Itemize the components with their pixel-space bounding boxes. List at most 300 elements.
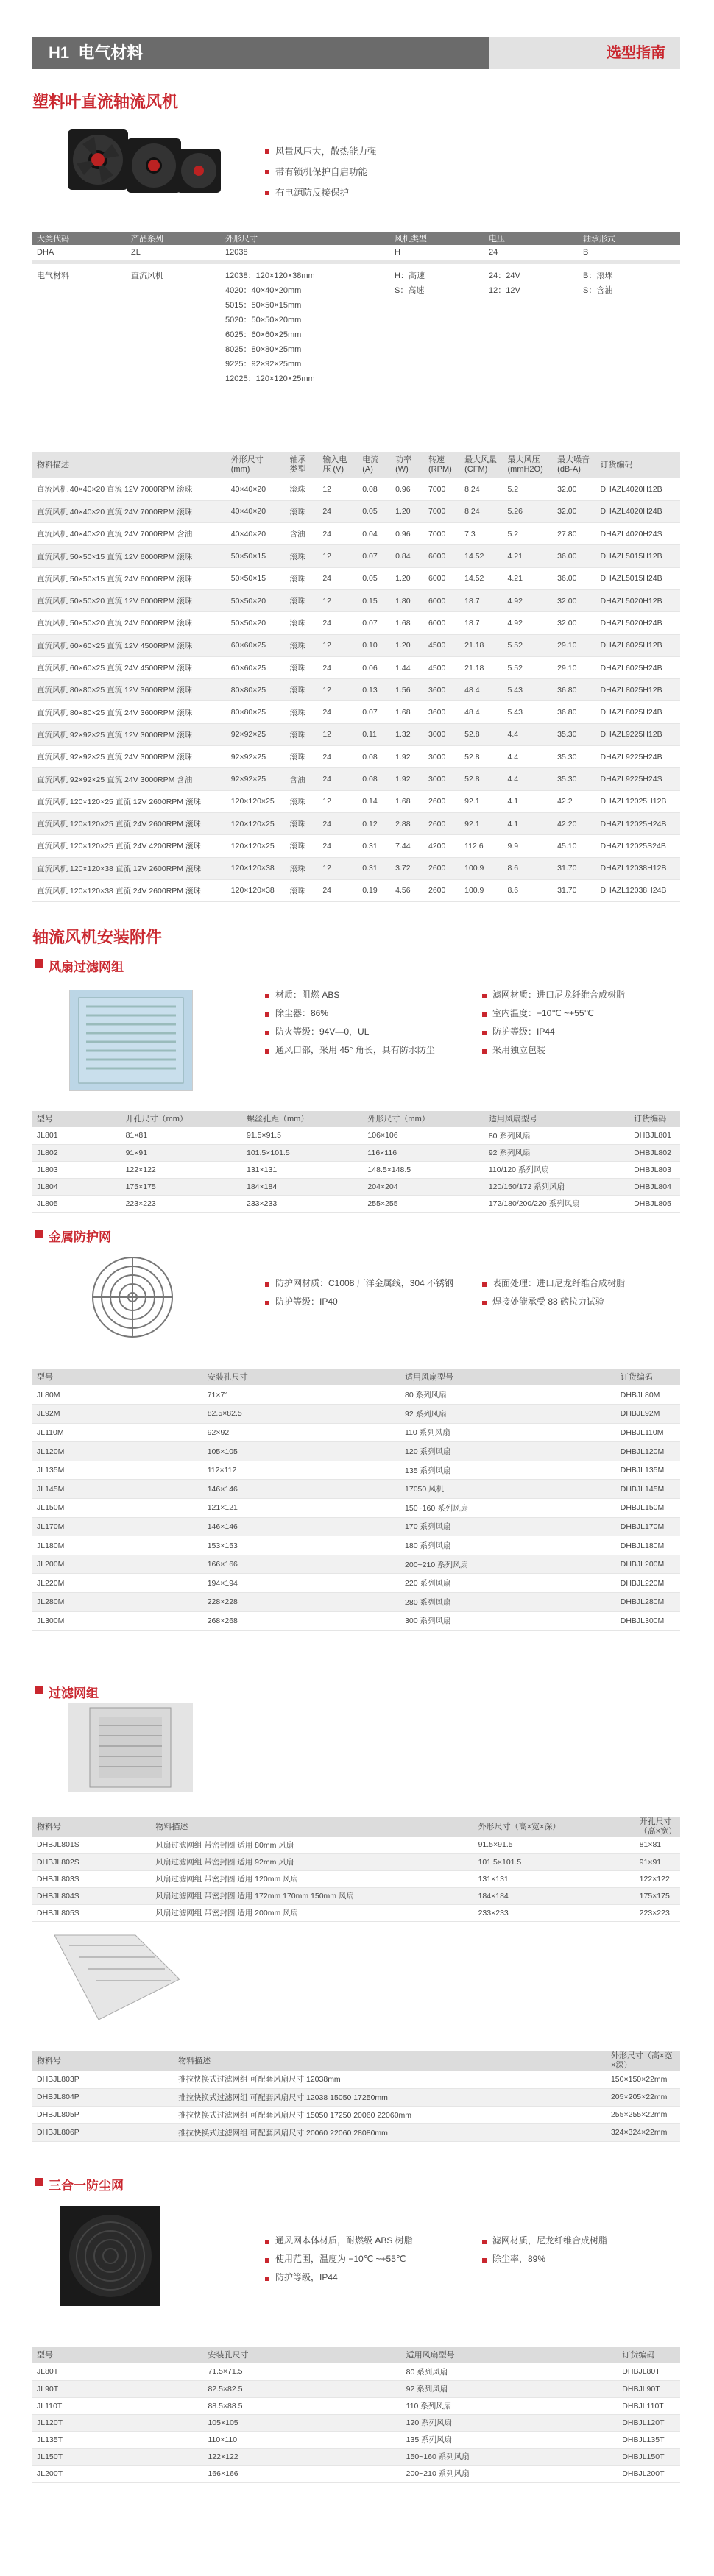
table-cell: JL110T	[37, 2401, 63, 2410]
header-guide: 选型指南	[489, 37, 680, 69]
filter-net-quick-table	[32, 2051, 680, 2142]
table-cell: 166×166	[207, 1560, 238, 1569]
column-header: 型号	[37, 1372, 53, 1382]
fan-title: 塑料叶直流轴流风机	[32, 93, 179, 111]
table-cell: 24	[322, 775, 332, 784]
table-cell: 184×184	[247, 1182, 278, 1191]
table-cell: 0.04	[362, 529, 378, 539]
table-cell: 4500	[428, 641, 446, 650]
table-row	[32, 768, 680, 790]
table-cell: 122×122	[639, 1874, 670, 1884]
feature-item: 带有锁机保护自启功能	[265, 162, 377, 182]
table-cell: DHBJL806P	[37, 2128, 79, 2137]
table-row	[32, 1442, 680, 1461]
fan-features	[265, 141, 377, 203]
table-cell: DHBJL802S	[37, 1857, 79, 1867]
table-cell: 105×105	[207, 1447, 238, 1456]
table-cell: 滚珠	[289, 708, 305, 717]
table-cell: JL135M	[37, 1466, 65, 1475]
table-cell: 14.52	[464, 552, 484, 561]
column-header: 物料描述	[37, 460, 69, 469]
table-cell: 直流风机 40×40×20 直流 12V 7000RPM 滚珠	[37, 485, 193, 494]
table-cell: 0.12	[362, 819, 378, 828]
table-cell: 6000	[428, 552, 446, 561]
table-cell: 92.1	[464, 797, 480, 806]
table-row	[32, 1127, 680, 1144]
table-row	[32, 2106, 680, 2123]
table-cell: DHBJL170M	[620, 1522, 665, 1531]
table-header-row	[32, 2347, 680, 2363]
table-cell: 45.10	[557, 841, 577, 851]
spec-code-table: 大类代码 产品系列 外形尺寸 风机类型 电压 轴承形式 DHA ZL 12038 H 24 B 电气材料 直流风机 12038：120×120×38mm 4020：40×40×20mm 5015：50×50×15mm 5020：50×50×20mm 6025：60×60×25mm 8025：80×80×25mm 9225：92×92×25mm 12025：120×120×25mm H：高速 S：高速 24：24V 12：12V B：滚珠 S：含油	[32, 232, 680, 386]
column-header: 适用风扇型号	[405, 1372, 454, 1382]
table-cell: DHAZL9225H24B	[600, 752, 662, 762]
table-cell: 40×40×20	[230, 507, 266, 517]
table-cell: JL200M	[37, 1560, 65, 1569]
table-cell: 5.26	[507, 507, 523, 517]
three-title: 三合一防尘网	[35, 2175, 124, 2193]
table-row	[32, 2380, 680, 2397]
table-cell: JL805	[37, 1199, 58, 1208]
table-cell: 1.32	[395, 730, 411, 739]
table-cell: 1.92	[395, 752, 411, 762]
column-header: 最大噪音 (dB-A)	[557, 455, 590, 474]
table-cell: 含油	[289, 775, 305, 784]
table-cell: 3600	[428, 708, 446, 717]
table-cell: 48.4	[464, 708, 480, 717]
table-cell: 88.5×88.5	[208, 2401, 243, 2410]
table-cell: 2600	[428, 819, 446, 828]
table-row	[32, 835, 680, 857]
filter-group-features-right: 滤网材质：进口尼龙纤维合成树脂 室内温度：−10℃ ~+55℃ 防护等级：IP44 采用独立包装	[482, 986, 625, 1060]
table-cell: 184×184	[478, 1891, 509, 1901]
table-cell: 直流风机 120×120×25 直流 12V 2600RPM 滚珠	[37, 797, 201, 806]
table-cell: DHAZL5020H24B	[600, 618, 662, 628]
table-cell: 3000	[428, 752, 446, 762]
table-cell: 2600	[428, 864, 446, 873]
table-cell: 7000	[428, 484, 446, 494]
table-row	[32, 2431, 680, 2448]
table-cell: 52.8	[464, 752, 480, 762]
table-cell: DHBJL805S	[37, 1908, 79, 1917]
table-cell: 推拉快换式过滤网组 可配套风扇尺寸 12038mm	[178, 2075, 341, 2084]
table-cell: 9.9	[507, 841, 519, 851]
table-cell: DHBJL280M	[620, 1597, 665, 1607]
table-cell: DHBJL150T	[622, 2452, 665, 2461]
table-row	[32, 634, 680, 656]
table-cell: 3000	[428, 775, 446, 784]
table-cell: 直流风机 120×120×38 直流 24V 2600RPM 滚珠	[37, 886, 201, 895]
table-row	[32, 2414, 680, 2431]
table-cell: 148.5×148.5	[367, 1165, 411, 1174]
table-cell: 50×50×20	[230, 618, 266, 628]
table-cell: 32.00	[557, 507, 577, 517]
table-row	[32, 812, 680, 834]
table-cell: 80 系列风扇	[488, 1131, 531, 1140]
table-cell: 36.00	[557, 574, 577, 583]
guard-features-left: 防护网材质：C1008 厂洋金属线，304 不锈钢 防护等级：IP40	[265, 1274, 453, 1311]
table-cell: 131×131	[478, 1874, 509, 1884]
table-cell: 166×166	[208, 2469, 238, 2478]
table-cell: 228×228	[207, 1597, 238, 1607]
table-cell: 0.14	[362, 797, 378, 806]
table-cell: JL804	[37, 1182, 58, 1191]
table-cell: 推拉快换式过滤网组 可配套风扇尺寸 20060 22060 28080mm	[178, 2128, 388, 2137]
table-cell: 风扇过滤网组 带密封圈 适用 80mm 风扇	[155, 1840, 294, 1850]
table-cell: 滚珠	[289, 886, 305, 895]
table-cell: JL90T	[37, 2384, 59, 2394]
table-cell: 0.13	[362, 685, 378, 695]
table-cell: 4.92	[507, 596, 523, 606]
table-cell: 50×50×20	[230, 596, 266, 606]
guard-table	[32, 1369, 680, 1631]
table-cell: 81×81	[639, 1840, 662, 1850]
table-cell: 91.5×91.5	[478, 1840, 513, 1850]
table-cell: 8.6	[507, 886, 519, 895]
table-cell: DHBJL120T	[622, 2418, 665, 2427]
table-cell: DHBJL145M	[620, 1484, 665, 1494]
table-row	[32, 612, 680, 634]
table-cell: 18.7	[464, 596, 480, 606]
table-cell: 直流风机 92×92×25 直流 24V 3000RPM 滚珠	[37, 753, 193, 762]
table-header-row	[32, 452, 680, 478]
table-cell: 105×105	[208, 2418, 238, 2427]
table-cell: 150×150×22mm	[610, 2074, 668, 2084]
table-cell: 6000	[428, 596, 446, 606]
table-row	[32, 879, 680, 901]
table-cell: 24	[322, 529, 332, 539]
table-cell: 120×120×38	[230, 886, 275, 895]
table-cell: DHAZL12038H12B	[600, 864, 667, 873]
table-cell: 100.9	[464, 886, 484, 895]
table-cell: DHBJL80M	[620, 1390, 660, 1399]
table-cell: 112×112	[207, 1466, 237, 1475]
table-cell: 200~210 系列风扇	[405, 1560, 469, 1569]
table-cell: 滚珠	[289, 842, 305, 851]
table-cell: 12	[322, 641, 332, 650]
table-cell: DHBJL135T	[622, 2435, 665, 2444]
table-cell: 7000	[428, 529, 446, 539]
table-cell: 0.10	[362, 641, 378, 650]
table-cell: DHAZL4020H24B	[600, 507, 662, 517]
table-cell: 280 系列风扇	[405, 1597, 451, 1607]
table-cell: JL802	[37, 1148, 58, 1157]
table-cell: 42.20	[557, 819, 577, 828]
table-cell: DHBJL803S	[37, 1874, 79, 1884]
table-row	[32, 1853, 680, 1870]
table-cell: 4.4	[507, 730, 519, 739]
table-row	[32, 701, 680, 723]
table-cell: DHAZL12025S24B	[600, 841, 666, 851]
table-cell: DHAZL4020H12B	[600, 484, 662, 494]
table-cell: 92 系列风扇	[405, 1409, 447, 1419]
table-cell: JL200T	[37, 2469, 63, 2478]
table-cell: 32.00	[557, 618, 577, 628]
table-cell: JL145M	[37, 1484, 65, 1494]
table-row	[32, 478, 680, 500]
feature-item: 有电源防反接保护	[265, 182, 377, 203]
column-header: 订货编码	[634, 1114, 667, 1124]
table-cell: 80 系列风扇	[405, 1391, 447, 1400]
table-cell: 31.70	[557, 864, 577, 873]
filter-group-photo	[69, 990, 193, 1091]
table-cell: 120×120×25	[230, 841, 275, 851]
table-cell: DHAZL5020H12B	[600, 596, 662, 606]
table-row	[32, 2071, 680, 2088]
table-cell: DHBJL180M	[620, 1541, 665, 1550]
table-cell: 滚珠	[289, 753, 305, 762]
table-cell: DHBJL110M	[620, 1427, 664, 1437]
table-cell: 风扇过滤网组 带密封圈 适用 172mm 170mm 150mm 风扇	[155, 1892, 354, 1901]
table-cell: DHAZL5015H24B	[600, 574, 662, 583]
table-row	[32, 1536, 680, 1555]
column-header: 功率 (W)	[395, 455, 412, 474]
filter-net-table	[32, 1817, 680, 1922]
table-cell: 52.8	[464, 730, 480, 739]
table-cell: DHBJL220M	[620, 1578, 665, 1588]
table-cell: DHAZL6025H24B	[600, 663, 662, 673]
table-cell: JL280M	[37, 1597, 65, 1607]
table-cell: 92 系列风扇	[488, 1149, 531, 1157]
table-cell: JL180M	[37, 1541, 65, 1550]
table-cell: DHBJL150M	[620, 1503, 665, 1513]
table-cell: JL220M	[37, 1578, 65, 1588]
table-cell: 0.08	[362, 484, 378, 494]
table-cell: 4.92	[507, 618, 523, 628]
table-cell: DHAZL5015H12B	[600, 552, 662, 561]
fan-product-table	[32, 452, 680, 902]
table-cell: 0.06	[362, 663, 378, 673]
table-cell: 175×175	[125, 1182, 156, 1191]
table-row	[32, 2397, 680, 2414]
table-cell: 50×50×15	[230, 574, 266, 583]
three-features-right: 滤网材质，尼龙纤维合成树脂 除尘率，89%	[482, 2232, 607, 2268]
table-cell: 131×131	[247, 1165, 278, 1174]
table-cell: 220 系列风扇	[405, 1579, 451, 1589]
table-cell: 滚珠	[289, 686, 305, 695]
table-cell: 4200	[428, 841, 446, 851]
table-cell: 146×146	[207, 1484, 238, 1494]
column-header: 外形尺寸（高×宽×深）	[478, 1822, 561, 1831]
table-cell: 3600	[428, 685, 446, 695]
column-header: 适用风扇型号	[488, 1114, 537, 1124]
table-cell: 4.1	[507, 819, 519, 828]
table-cell: 300 系列风扇	[405, 1617, 451, 1626]
table-cell: 120×120×25	[230, 819, 275, 828]
table-cell: 12	[322, 685, 332, 695]
table-cell: 14.52	[464, 574, 484, 583]
table-cell: DHBJL801S	[37, 1840, 79, 1850]
table-cell: JL110M	[37, 1427, 64, 1437]
table-cell: 滚珠	[289, 619, 305, 628]
column-header: 轴承类型	[289, 455, 306, 474]
table-cell: 24	[322, 618, 332, 628]
table-cell: DHAZL12025H24B	[600, 819, 667, 828]
table-cell: 52.8	[464, 775, 480, 784]
table-cell: 2600	[428, 797, 446, 806]
table-cell: 直流风机 92×92×25 直流 12V 3000RPM 滚珠	[37, 730, 193, 739]
table-cell: 17050 风机	[405, 1485, 445, 1494]
table-cell: 直流风机 40×40×20 直流 24V 7000RPM 含油	[37, 530, 193, 539]
table-cell: DHAZL9225H24S	[600, 775, 662, 784]
table-cell: 1.68	[395, 797, 411, 806]
table-row	[32, 1904, 680, 1921]
table-row	[32, 1593, 680, 1612]
table-cell: 82.5×82.5	[207, 1409, 242, 1419]
table-row	[32, 545, 680, 567]
filter-net-photo-2	[47, 1928, 194, 2027]
table-cell: 7000	[428, 507, 446, 517]
table-cell: 268×268	[207, 1616, 238, 1625]
table-cell: JL135T	[37, 2435, 63, 2444]
table-cell: JL150T	[37, 2452, 63, 2461]
filter-net-photo	[68, 1703, 193, 1792]
table-cell: 172/180/200/220 系列风扇	[488, 1199, 580, 1208]
table-cell: 110 系列风扇	[406, 2402, 452, 2410]
table-cell: 92×92	[207, 1427, 230, 1437]
table-cell: 91.5×91.5	[247, 1131, 282, 1140]
table-cell: 92 系列风扇	[406, 2385, 448, 2394]
table-row	[32, 1611, 680, 1631]
table-cell: 27.80	[557, 529, 577, 539]
table-cell: DHBJL802	[634, 1148, 671, 1157]
column-header: 外形尺寸（高×宽×深）	[610, 2051, 673, 2070]
column-header: 物料号	[37, 2056, 61, 2065]
table-cell: 135 系列风扇	[406, 2435, 453, 2444]
table-cell: 直流风机 60×60×25 直流 24V 4500RPM 滚珠	[37, 664, 193, 673]
table-cell: 24	[322, 886, 332, 895]
table-row	[32, 1178, 680, 1195]
table-cell: DHBJL805	[634, 1199, 671, 1208]
table-cell: 31.70	[557, 886, 577, 895]
table-cell: 5.52	[507, 641, 523, 650]
page-header	[0, 0, 714, 82]
column-header: 安装孔尺寸	[207, 1372, 248, 1382]
table-cell: 91×91	[639, 1857, 662, 1867]
table-cell: DHAZL8025H12B	[600, 685, 662, 695]
table-cell: 0.96	[395, 484, 411, 494]
table-cell: 40×40×20	[230, 484, 266, 494]
column-header: 订货编码	[622, 2350, 655, 2360]
table-cell: 0.05	[362, 574, 378, 583]
filter-group-table	[32, 1111, 680, 1213]
table-cell: 92×92×25	[230, 730, 266, 739]
table-cell: JL92M	[37, 1409, 60, 1419]
table-row	[32, 2123, 680, 2141]
table-cell: 0.84	[395, 552, 411, 561]
table-cell: 110 系列风扇	[405, 1428, 450, 1438]
table-cell: DHAZL4020H24S	[600, 529, 662, 539]
table-row	[32, 746, 680, 768]
table-cell: 121×121	[207, 1503, 238, 1513]
table-cell: 12	[322, 864, 332, 873]
column-header: 电流 (A)	[362, 455, 379, 474]
table-cell: 8.24	[464, 484, 480, 494]
table-cell: 0.07	[362, 618, 378, 628]
table-row	[32, 500, 680, 522]
table-cell: 1.68	[395, 708, 411, 717]
guard-features-right: 表面处理：进口尼龙纤维合成树脂 焊接处能承受 88 磅拉力试验	[482, 1274, 625, 1311]
table-cell: 135 系列风扇	[405, 1466, 451, 1475]
column-header: 螺丝孔距（mm）	[247, 1114, 309, 1124]
table-cell: 0.31	[362, 841, 378, 851]
column-header: 开孔尺寸（高×宽）	[639, 1817, 677, 1836]
table-cell: 255×255	[367, 1199, 398, 1208]
table-cell: 223×223	[125, 1199, 156, 1208]
table-cell: DHAZL12038H24B	[600, 886, 667, 895]
table-cell: 1.56	[395, 685, 411, 695]
table-cell: 滚珠	[289, 552, 305, 561]
table-cell: 4.56	[395, 886, 411, 895]
table-cell: 60×60×25	[230, 663, 266, 673]
table-row	[32, 1385, 680, 1405]
table-row	[32, 2448, 680, 2465]
table-cell: 直流风机 120×120×25 直流 24V 4200RPM 滚珠	[37, 842, 201, 851]
table-cell: 24	[322, 574, 332, 583]
table-cell: 滚珠	[289, 797, 305, 806]
column-header: 订货编码	[620, 1372, 653, 1382]
table-cell: DHBJL120M	[620, 1447, 665, 1456]
table-row	[32, 1887, 680, 1904]
table-row	[32, 1144, 680, 1161]
table-cell: 146×146	[207, 1522, 238, 1531]
table-cell: 1.20	[395, 641, 411, 650]
table-cell: DHBJL803P	[37, 2074, 79, 2084]
table-cell: 滚珠	[289, 730, 305, 739]
table-cell: 29.10	[557, 663, 577, 673]
table-cell: 直流风机 120×120×38 直流 12V 2600RPM 滚珠	[37, 864, 201, 873]
table-cell: 36.80	[557, 708, 577, 717]
table-cell: 7.3	[464, 529, 476, 539]
three-table	[32, 2347, 680, 2483]
column-header: 物料描述	[178, 2056, 211, 2065]
guard-photo	[68, 1254, 197, 1341]
table-cell: 24	[322, 841, 332, 851]
table-cell: JL300M	[37, 1616, 65, 1625]
table-cell: 0.19	[362, 886, 378, 895]
table-cell: 滚珠	[289, 507, 305, 517]
table-cell: DHBJL92M	[620, 1409, 660, 1419]
table-cell: 100.9	[464, 864, 484, 873]
table-cell: 29.10	[557, 641, 577, 650]
table-cell: DHBJL805P	[37, 2110, 79, 2119]
table-cell: 112.6	[464, 841, 484, 851]
table-cell: 12	[322, 730, 332, 739]
table-cell: 直流风机 50×50×20 直流 24V 6000RPM 滚珠	[37, 619, 193, 628]
table-cell: 50×50×15	[230, 552, 266, 561]
table-cell: JL80M	[37, 1390, 60, 1399]
table-cell: 81×81	[125, 1131, 148, 1140]
table-cell: 1.44	[395, 663, 411, 673]
table-cell: 滚珠	[289, 864, 305, 873]
table-cell: 175×175	[639, 1891, 670, 1901]
table-cell: 滚珠	[289, 664, 305, 673]
table-cell: 32.00	[557, 484, 577, 494]
table-row	[32, 1461, 680, 1480]
table-cell: JL150M	[37, 1503, 65, 1513]
table-cell: 153×153	[207, 1541, 238, 1550]
table-header-row	[32, 1111, 680, 1127]
table-cell: 0.08	[362, 775, 378, 784]
table-cell: JL801	[37, 1131, 58, 1140]
table-cell: 24	[322, 663, 332, 673]
table-cell: 0.05	[362, 507, 378, 517]
column-header: 物料号	[37, 1822, 61, 1831]
table-cell: 200~210 系列风扇	[406, 2469, 470, 2478]
table-cell: 4.21	[507, 574, 523, 583]
table-cell: JL120M	[37, 1447, 65, 1456]
table-cell: 直流风机 80×80×25 直流 24V 3600RPM 滚珠	[37, 708, 193, 717]
